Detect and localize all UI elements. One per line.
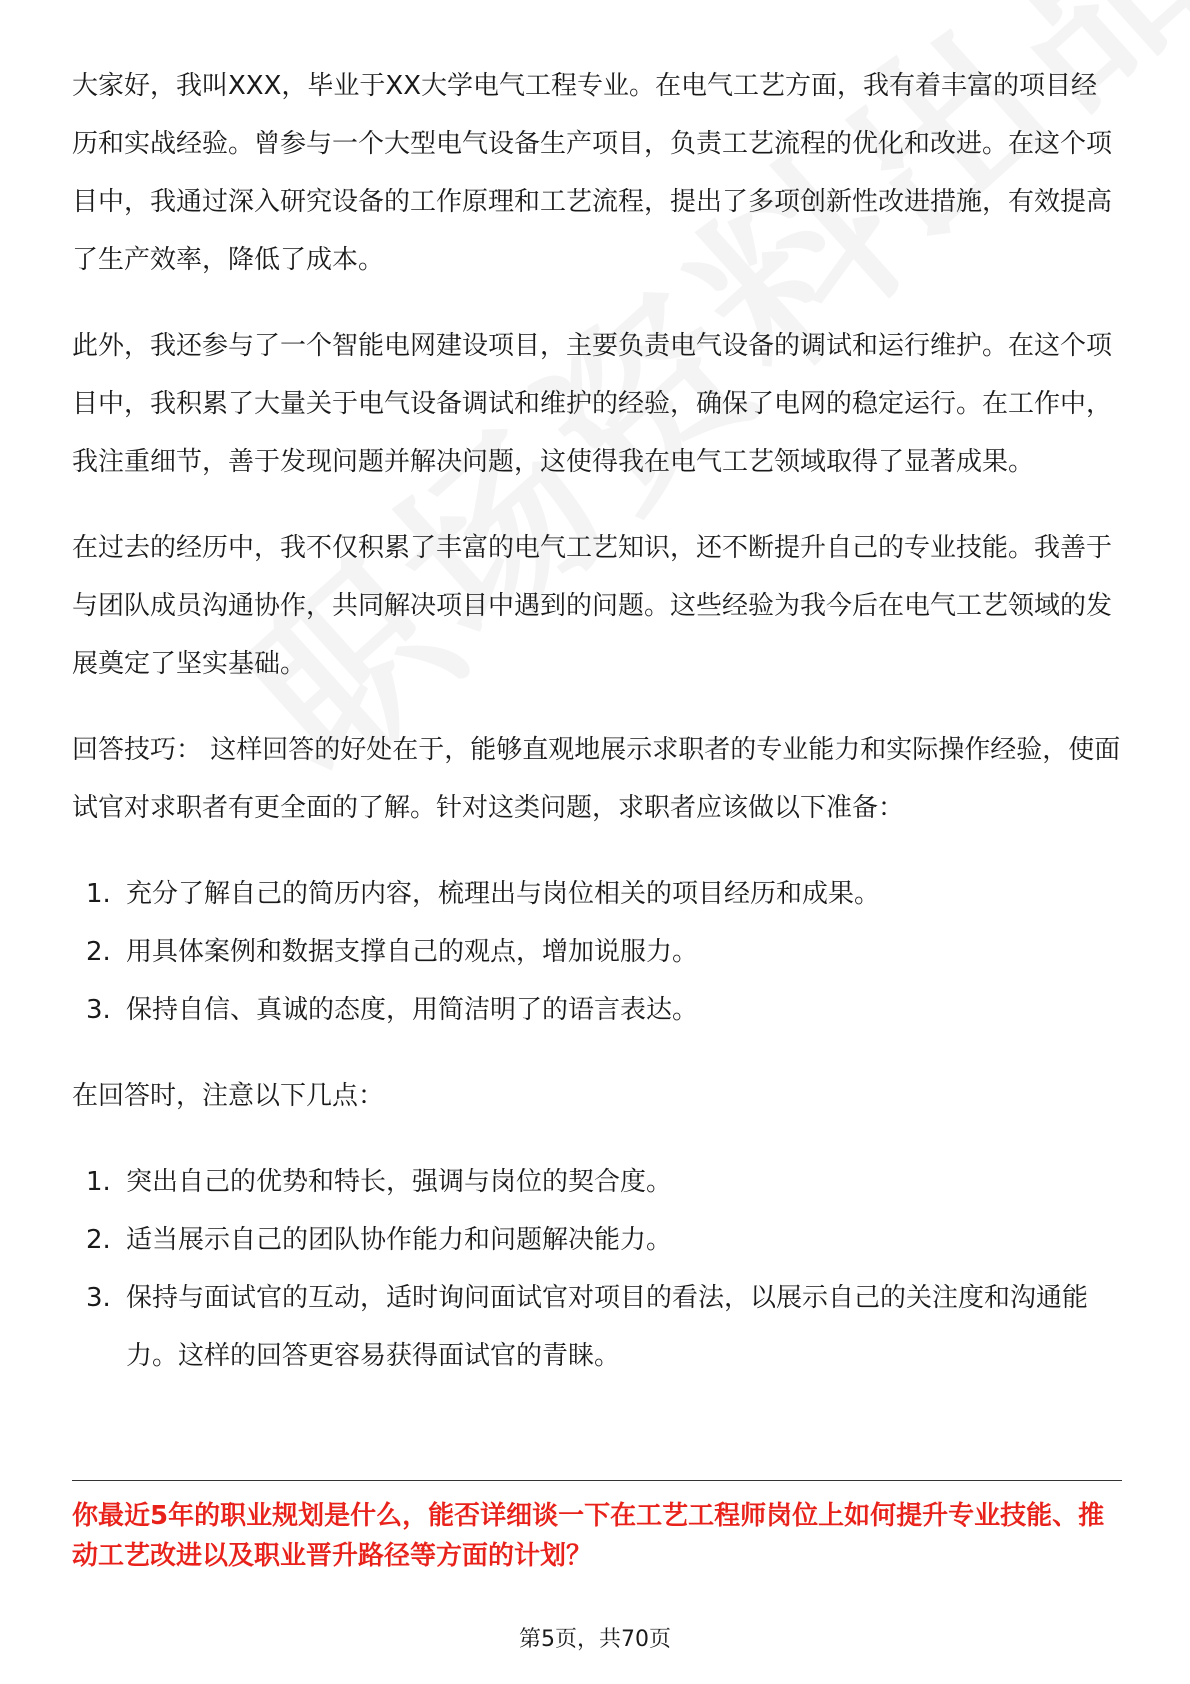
list-item bbox=[72, 923, 1122, 981]
paragraph-experience: 在过去的经历中，我不仅积累了丰富的电气工艺知识，还不断提升自己的专业技能。我善于与团队成员沟通协作，共同解决项目中遇到的问题。这些经验为我今后在电气工艺领域的发展奠定了坚实基础。 bbox=[72, 533, 1113, 679]
list-number: 3. bbox=[86, 1283, 111, 1313]
paragraph-smart-grid: 此外，我还参与了一个智能电网建设项目，主要负责电气设备的调试和运行维护。在这个项目中，我积累了大量关于电气设备调试和维护的经验，确保了电网的稳定运行。在工作中，我注重细节，善于发现问题并解决问题，这使得我在电气工艺领域取得了显著成果。 bbox=[72, 331, 1113, 477]
list-number: 1. bbox=[86, 1167, 111, 1197]
list-item bbox=[72, 1153, 1122, 1211]
list-item bbox=[72, 865, 1122, 923]
list-item-text: 保持与面试官的互动，适时询问面试官对项目的看法，以展示自己的关注度和沟通能力。这样的回答更容易获得面试官的青睐。 bbox=[126, 1283, 1089, 1371]
page-number: 第5页，共70页 bbox=[519, 1627, 671, 1652]
answer-body bbox=[72, 57, 1122, 1385]
section-divider bbox=[72, 1480, 1122, 1481]
list-item bbox=[72, 1211, 1122, 1269]
paragraph-intro: 大家好，我叫XXX，毕业于XX大学电气工程专业。在电气工艺方面，我有着丰富的项目经历和实战经验。曾参与一个大型电气设备生产项目，负责工艺流程的优化和改进。在这个项目中，我通过深入研究设备的工作原理和工艺流程，提出了多项创新性改进措施，有效提高了生产效率，降低了成本。 bbox=[72, 71, 1113, 275]
notes-intro: 在回答时，注意以下几点： bbox=[72, 1081, 385, 1111]
list-number: 1. bbox=[86, 879, 111, 909]
list-item-text: 适当展示自己的团队协作能力和问题解决能力。 bbox=[126, 1225, 673, 1255]
list-item-text: 充分了解自己的简历内容，梳理出与岗位相关的项目经历和成果。 bbox=[126, 879, 881, 909]
list-number: 2. bbox=[86, 1225, 111, 1255]
paragraph-answer-tips: 回答技巧： 这样回答的好处在于，能够直观地展示求职者的专业能力和实际操作经验，使面试官对求职者有更全面的了解。针对这类问题，求职者应该做以下准备： bbox=[72, 735, 1121, 823]
notes-list bbox=[72, 1153, 1122, 1385]
next-question-heading: 你最近5年的职业规划是什么，能否详细谈一下在工艺工程师岗位上如何提升专业技能、推动工艺改进以及职业晋升路径等方面的计划？ bbox=[72, 1501, 1105, 1571]
preparation-list bbox=[72, 865, 1122, 1039]
list-number: 3. bbox=[86, 995, 111, 1025]
list-number: 2. bbox=[86, 937, 111, 967]
list-item-text: 突出自己的优势和特长，强调与岗位的契合度。 bbox=[126, 1167, 673, 1197]
list-item-text: 保持自信、真诚的态度，用简洁明了的语言表达。 bbox=[126, 995, 699, 1025]
list-item bbox=[72, 981, 1122, 1039]
list-item-text: 用具体案例和数据支撑自己的观点，增加说服力。 bbox=[126, 937, 699, 967]
list-item bbox=[72, 1269, 1122, 1385]
